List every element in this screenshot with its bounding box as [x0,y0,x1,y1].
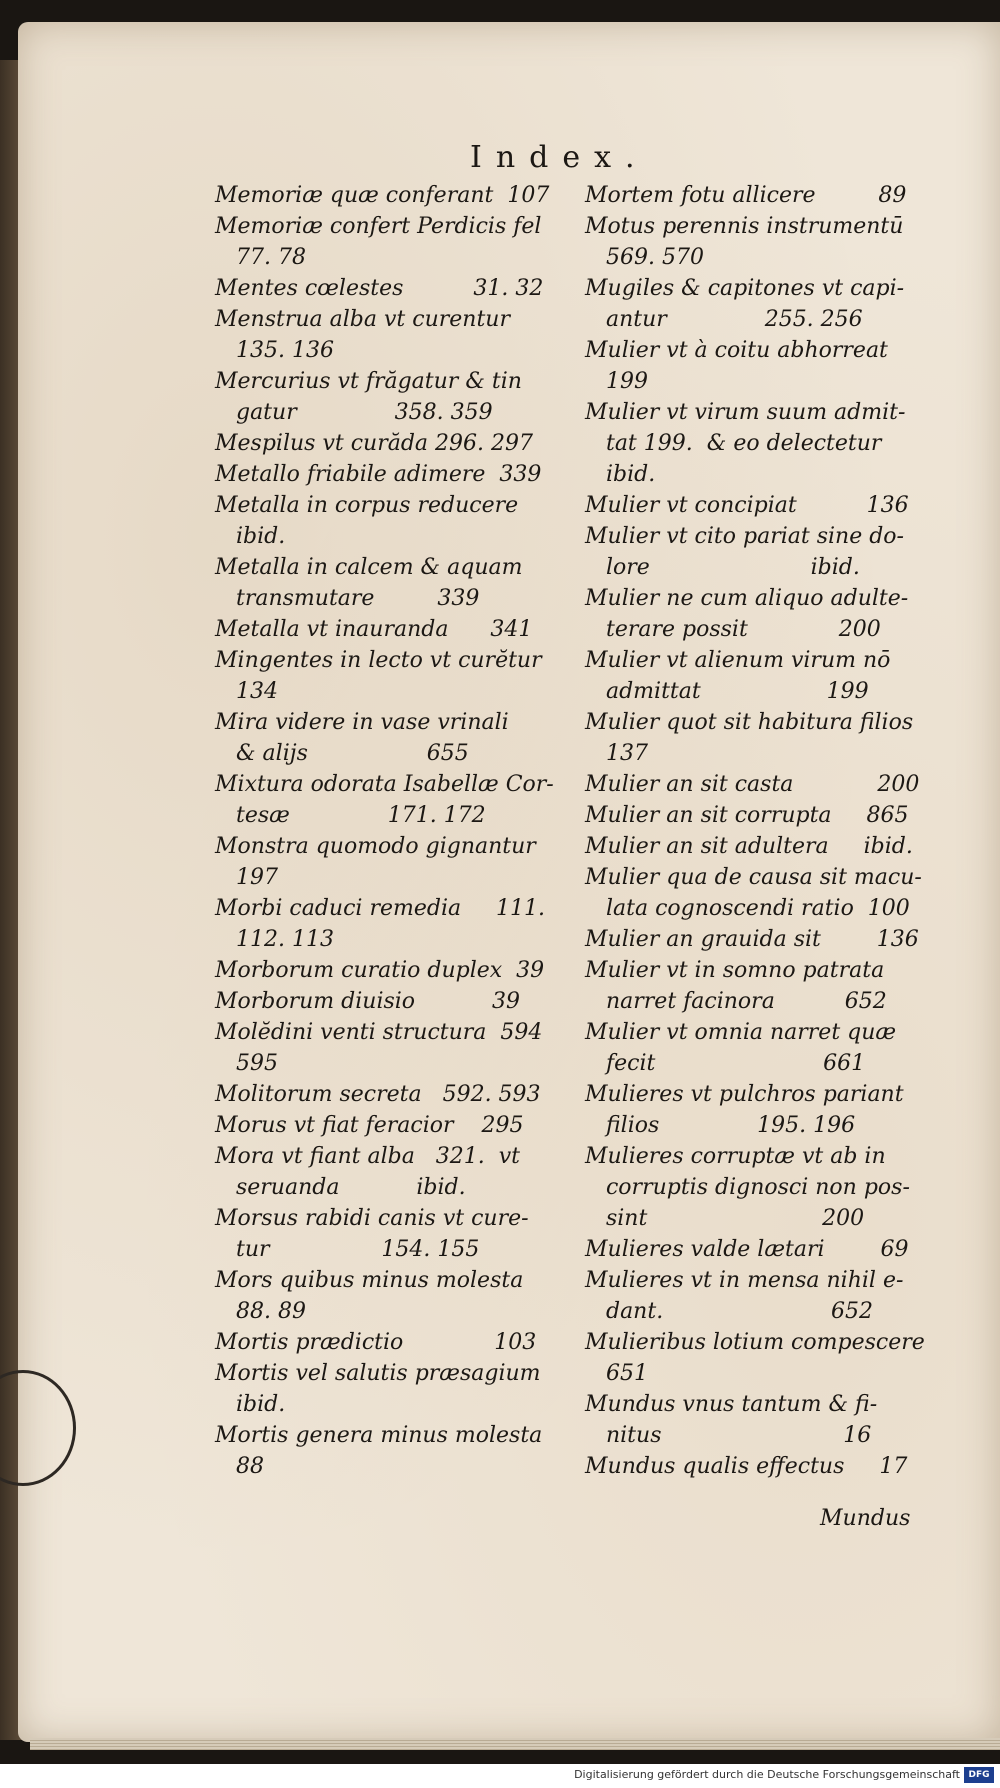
index-entry: Morbi caduci remedia 111. [215,896,546,921]
index-entry: Mulier an sit casta 200 [585,772,920,797]
index-entry: Mulieribus lotium compescere [585,1330,925,1355]
footer-bar [0,1764,1000,1788]
index-entry: Morborum curatio duplex 39 [215,958,545,983]
index-entry: admittat 199 [585,679,869,704]
index-entry: Mortem fotu allicere 89 [585,183,907,208]
dfg-logo: DFG [964,1767,994,1783]
index-entry: Mercurius vt frăgatur & tin [215,369,522,394]
index-entry: Mortis prædictio 103 [215,1330,537,1355]
index-entry: Memoriæ quæ conferant 107 [215,183,550,208]
index-entry: Mulier vt in somno patrata [585,958,885,983]
index-entry: Mortis vel salutis præsagium [215,1361,541,1386]
index-entry: lore ibid. [585,555,860,580]
index-entry: Mora vt fiant alba 321. vt [215,1144,521,1169]
index-entry: filios 195. 196 [585,1113,856,1138]
index-entry: Mulier ne cum aliquo adulte- [585,586,909,611]
index-entry: Mulieres valde lætari 69 [585,1237,909,1262]
index-entry: Mulier vt omnia narret quæ [585,1020,897,1045]
index-entry: Morsus rabidi canis vt cure- [215,1206,529,1231]
index-entry: Mulieres vt in mensa nihil e- [585,1268,904,1293]
index-entry: Mulier quot sit habitura filios [585,710,914,735]
index-entry: 137 [585,741,648,766]
index-entry: narret facinora 652 [585,989,887,1014]
index-entry: 197 [215,865,278,890]
index-entry: antur 255. 256 [585,307,863,332]
index-entry: 77. 78 [215,245,306,270]
index-entry: Mulieres corruptæ vt ab in [585,1144,886,1169]
index-entry: Metalla in corpus reducere [215,493,519,518]
index-entry: Molitorum secreta 592. 593 [215,1082,541,1107]
index-entry: seruanda ibid. [215,1175,466,1200]
index-entry: gatur 358. 359 [215,400,493,425]
index-entry: 135. 136 [215,338,334,363]
index-entry: 199 [585,369,648,394]
index-entry: terare possit 200 [585,617,881,642]
page-edge [30,1738,1000,1750]
index-entry: Mira videre in vase vrinali [215,710,509,735]
index-entry: Mingentes in lecto vt curĕtur [215,648,542,673]
index-entry: Mundus qualis effectus 17 [585,1454,908,1479]
index-entry: 112. 113 [215,927,334,952]
index-entry: Memoriæ confert Perdicis fel [215,214,542,239]
index-entry: Mespilus vt curăda 296. 297 [215,431,533,456]
index-entry: 88 [215,1454,264,1479]
index-entry: dant. 652 [585,1299,874,1324]
index-entry: Mulieres vt pulchros pariant [585,1082,904,1107]
index-entry: 88. 89 [215,1299,306,1324]
index-entry: Metalla vt inauranda 341 [215,617,533,642]
footer-credit: Digitalisierung gefördert durch die Deutsche Forschungsgemeinschaft [574,1768,960,1781]
index-entry: Mugiles & capitones vt capi- [585,276,905,301]
index-entry: Morus vt fiat feracior 295 [215,1113,524,1138]
index-entry: Mulier qua de causa sit macu- [585,865,922,890]
index-entry: 134 [215,679,278,704]
index-entry: 569. 570 [585,245,704,270]
catchword: Mundus [820,1506,911,1531]
index-entry: corruptis dignosci non pos- [585,1175,910,1200]
index-entry: Mulier an sit adultera ibid. [585,834,913,859]
index-entry: Mortis genera minus molesta [215,1423,543,1448]
index-entry: Metallo friabile adimere 339 [215,462,542,487]
index-entry: tur 154. 155 [215,1237,480,1262]
page-header: Index. [470,140,649,175]
index-entry: tesæ 171. 172 [215,803,486,828]
index-entry: 651 [585,1361,648,1386]
index-entry: Mulier an grauida sit 136 [585,927,919,952]
index-entry: Mulier an sit corrupta 865 [585,803,909,828]
index-entry: & alijs 655 [215,741,469,766]
index-entry: Mulier vt alienum virum nō [585,648,891,673]
index-entry: Morborum diuisio 39 [215,989,520,1014]
index-entry: Menstrua alba vt curentur [215,307,510,332]
index-column-right [585,180,925,1482]
index-entry: sint 200 [585,1206,865,1231]
index-entry: Mulier vt à coitu abhorreat [585,338,888,363]
index-entry: Metalla in calcem & aquam [215,555,523,580]
index-entry: fecit 661 [585,1051,866,1076]
index-entry: tat 199. & eo delectetur [585,431,882,456]
index-entry: Mors quibus minus molesta [215,1268,524,1293]
index-entry: Mulier vt cito pariat sine do- [585,524,904,549]
index-entry: 595 [215,1051,278,1076]
index-entry: Molĕdini venti structura 594 [215,1020,543,1045]
index-entry: nitus 16 [585,1423,872,1448]
index-entry: ibid. [585,462,656,487]
index-entry: Mentes cœlestes 31. 32 [215,276,544,301]
index-entry: lata cognoscendi ratio 100 [585,896,910,921]
index-entry: Mundus vnus tantum & fi- [585,1392,878,1417]
index-entry: Mulier vt virum suum admit- [585,400,906,425]
index-entry: transmutare 339 [215,586,480,611]
index-entry: ibid. [215,1392,286,1417]
index-entry: Mixtura odorata Isabellæ Cor- [215,772,554,797]
index-entry: ibid. [215,524,286,549]
index-entry: Motus perennis instrumentū [585,214,904,239]
index-entry: Mulier vt concipiat 136 [585,493,909,518]
index-entry: Monstra quomodo gignantur [215,834,536,859]
index-column-left [215,180,560,1482]
